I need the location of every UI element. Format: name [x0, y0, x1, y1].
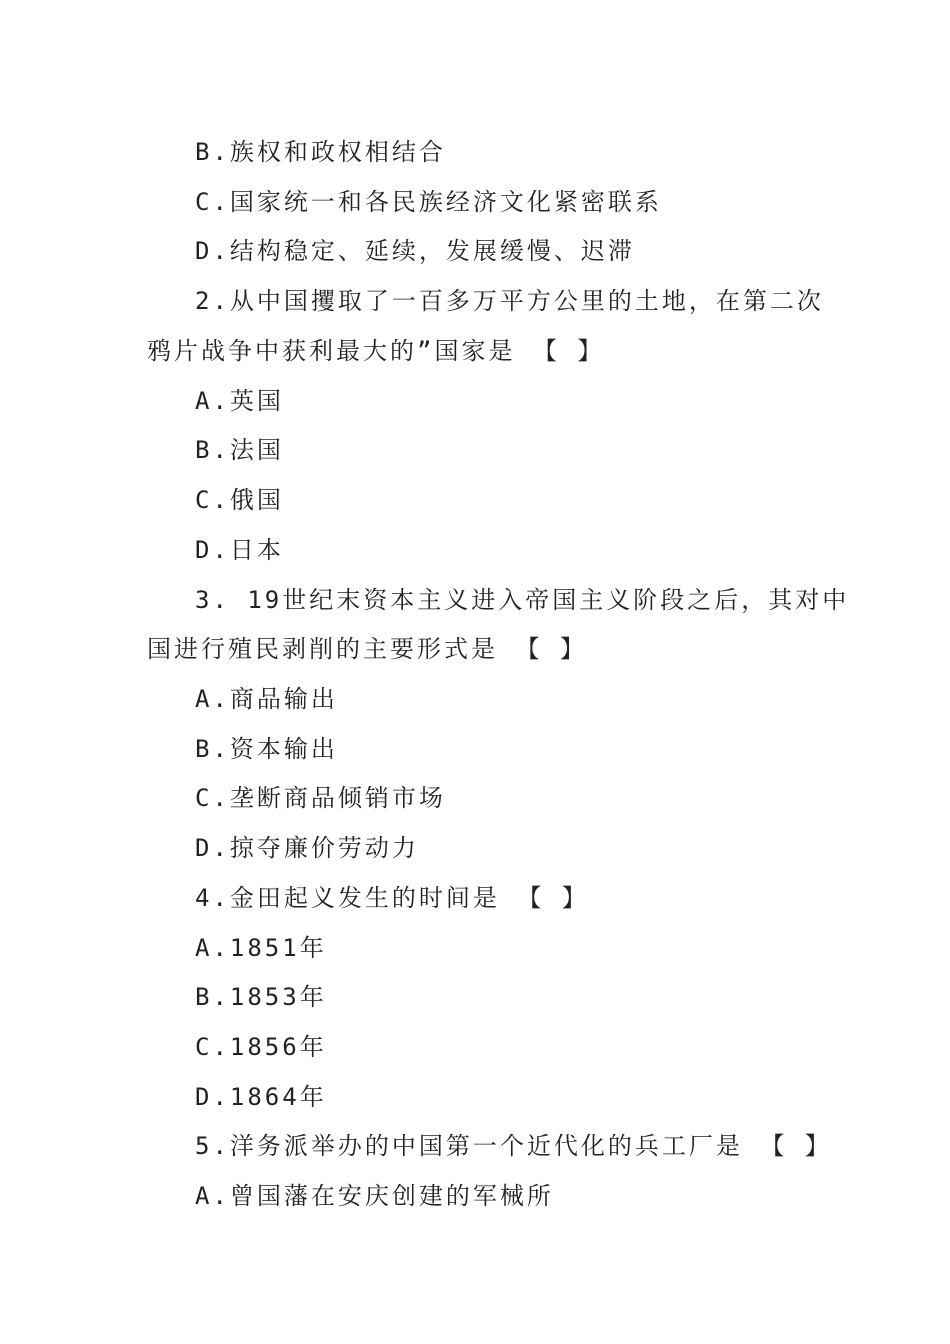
q3-stem-line-1: 3. 19世纪末资本主义进入帝国主义阶段之后，其对中 [195, 586, 850, 614]
q4-option-b: B.1853年 [195, 983, 327, 1011]
q2-option-a: A.英国 [195, 387, 284, 415]
q4-option-d: D.1864年 [195, 1083, 327, 1111]
q5-stem: 5.洋务派举办的中国第一个近代化的兵工厂是 【 】 [195, 1132, 832, 1160]
q3-option-a: A.商品输出 [195, 685, 338, 713]
q1-option-b: B.族权和政权相结合 [195, 138, 446, 166]
q3-option-c: C.垄断商品倾销市场 [195, 784, 446, 812]
q2-option-c: C.俄国 [195, 486, 284, 514]
q4-option-c: C.1856年 [195, 1033, 327, 1061]
q3-option-b: B.资本输出 [195, 735, 338, 763]
q3-option-d: D.掠夺廉价劳动力 [195, 834, 419, 862]
q1-option-d: D.结构稳定、延续，发展缓慢、迟滞 [195, 237, 635, 265]
q2-option-d: D.日本 [195, 536, 284, 564]
q4-stem: 4.金田起义发生的时间是 【 】 [195, 884, 589, 912]
q5-option-a: A.曾国藩在安庆创建的军械所 [195, 1182, 554, 1210]
q3-stem-line-2: 国进行殖民剥削的主要形式是 【 】 [147, 635, 587, 663]
q4-option-a: A.1851年 [195, 934, 327, 962]
q2-option-b: B.法国 [195, 436, 284, 464]
q2-stem-line-2: 鸦片战争中获利最大的”国家是 【 】 [147, 337, 605, 365]
q2-stem-line-1: 2.从中国攫取了一百多万平方公里的土地，在第二次 [195, 287, 824, 315]
q1-option-c: C.国家统一和各民族经济文化紧密联系 [195, 188, 662, 216]
